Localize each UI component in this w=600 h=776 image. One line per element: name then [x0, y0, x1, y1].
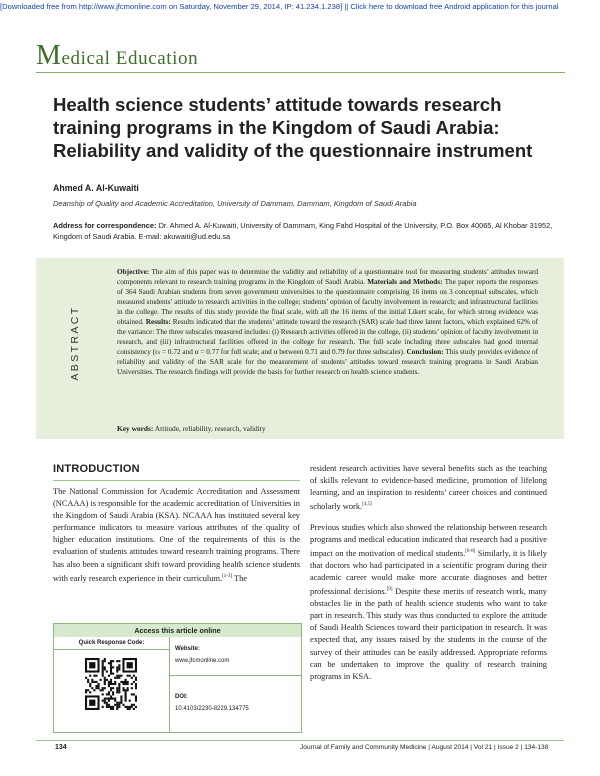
results-text: Results indicated that the students’ attitude toward the research (SAR) scale had three latent factors, which explained 62% of the variance: The three subscales measured includes: (i) Research activities offered in the college, (ii) students’ opinion of faculty involvement in research, and (iii) infrastructural facilities offered in the college for research. The full scale including three subscales had good internal consistency (rₛ = 0.72 and α = 0.77 for full scale; and α between 0.71 and 0.79 for three subscales). [117, 318, 539, 357]
intro-paragraph-3-text-b: Similarly, it is likely that doctors who had participated in a scientific program during their academic career would make more accurate diagnoses and better professional decisions. [310, 548, 547, 597]
citation-ref[interactable]: [9] [386, 587, 393, 593]
access-heading: Access this article online [54, 624, 301, 637]
intro-paragraph-1-text: The National Commission for Academic Accreditation and Assessment (NCAAA) is responsible for the academic accreditation of Universities in the Kingdom of Saudi Arabia (KSA). NCAAA has instituted several key performance indicators to measure various attributes of the quality of higher education institutions. One of the requirements of this is the evaluation of students attitudes toward research training programs. There has also been a significant shift toward providing health science students with early research experience in their curriculum. [53, 487, 300, 583]
qr-code[interactable] [85, 658, 137, 710]
author-affiliation: Deanship of Quality and Academic Accreditation, University of Dammam, Dammam, Kingdom of Saudi Arabia [53, 199, 417, 208]
abstract-side-label-area [62, 290, 88, 400]
introduction-divider [53, 480, 300, 481]
abstract-label: ABSTRACT [69, 305, 81, 381]
journal-logo [36, 40, 198, 72]
correspondence-text: Dr. Ahmed A. Al-Kuwaiti, University of Dammam, King Fahd Hospital of the University, P.O. Box 40065, Al Khobar 31952, Kingdom of Saudi Arabia. E-mail: akuwaiti@ud.edu.sa [53, 221, 553, 241]
intro-paragraph-3 [310, 522, 547, 683]
correspondence-address [53, 221, 563, 242]
conclusion-label: Conclusion: [406, 348, 444, 357]
intro-paragraph-2-text: resident research activities have several benefits such as the teaching of skills relevant to evidence-based medicine, promotion of lifelong learning, and an inspiration to residents’ career choices and continued scholarly work. [310, 464, 547, 512]
keywords-text: Attitude, reliability, research, validity [154, 424, 266, 433]
website-label: Website: [175, 646, 200, 652]
qr-code-label: Quick Response Code: [54, 637, 170, 650]
conclusion-text: This study provides evidence of reliability and validity of the SAR scale for the measurement of students’ attitudes toward research training programs in Saudi Arabian Universities. The research findings will provide the basis for further research on health science students. [117, 348, 538, 377]
methods-label: Materials and Methods: [367, 278, 443, 287]
doi-label: DOI: [175, 694, 188, 700]
website-link[interactable]: www.jfcmonline.com [175, 658, 230, 664]
introduction-heading: INTRODUCTION [53, 463, 140, 475]
article-title: Health science students’ attitude towards research training programs in the Kingdom of Saudi Arabia: Reliability and validity of the questionnaire instrument [53, 94, 533, 161]
intro-paragraph-3-text-a: Previous studies which also showed the relationship between research programs and medical education indicated that research had a positive impact on the motivation of medical students. [310, 523, 547, 558]
qr-code-cell [54, 649, 170, 732]
intro-paragraph-1-tail: The [232, 573, 248, 583]
keywords-label: Key words: [117, 424, 154, 433]
citation-ref[interactable]: [4,5] [362, 502, 372, 508]
access-info-divider [170, 675, 301, 676]
citation-ref[interactable]: [6-8] [465, 549, 476, 555]
download-banner [0, 0, 600, 14]
android-app-link[interactable]: Click here to download free Android application for this journal [350, 2, 559, 11]
methods-text: The paper reports the responses of 364 Saudi Arabian students from seven government universities to the questionnaire comprising 16 items on 3 conceptual subscales, which measured students’ attitude to research activities in the college; students’ opinion of faculty involvement in research; and infrastructural facilities in the college. The results of this study provide the final scale, with all the 16 items of the initial Likert scale, for which strong evidence was obtained. [117, 278, 538, 327]
correspondence-label: Address for correspondence: [53, 221, 157, 230]
journal-logo-initial: M [36, 40, 62, 71]
abstract-text [117, 267, 538, 378]
doi-value[interactable]: 10.4103/2230-8229.134775 [175, 706, 249, 712]
download-notice-link[interactable]: [Downloaded free from http://www.jfcmonline.com on Saturday, November 29, 2014, IP: 41.234.1.238] [0, 2, 343, 11]
citation-ref[interactable]: [1-3] [222, 573, 233, 579]
footer-citation: Journal of Family and Community Medicine | August 2014 | Vol 21 | Issue 2 | 134-138 [300, 744, 549, 751]
banner-separator: || [344, 2, 349, 11]
results-label: Results: [145, 318, 171, 327]
intro-paragraph-2 [310, 463, 547, 513]
objective-text: The aim of this paper was to determine the validity and reliability of a questionnaire tool for measuring students’ attitudes toward components relevant to research training programs in the Kingdom of Saudi Arabia. [117, 268, 538, 287]
intro-paragraph-3-text-c: Despite these merits of research work, many obstacles lie in the path of health science students who want to take part in research. This study was thus conducted to explore the attitude of Saudi Health Sciences toward their participation in research. It was expected that, any issues raised by the students in the course of the survey of their attitudes can be easily addressed. Appropriate reforms can be undertaken to improve the quality of research training programs in KSA. [310, 587, 547, 681]
footer-divider [36, 740, 564, 741]
journal-logo-rest: edical Education [61, 48, 199, 69]
author-name: Ahmed A. Al-Kuwaiti [53, 183, 139, 193]
objective-label: Objective: [117, 268, 150, 276]
access-article-box [53, 623, 302, 733]
page-number: 134 [55, 744, 67, 751]
keywords [117, 424, 538, 433]
intro-paragraph-1 [53, 486, 300, 585]
header-divider [36, 72, 565, 73]
